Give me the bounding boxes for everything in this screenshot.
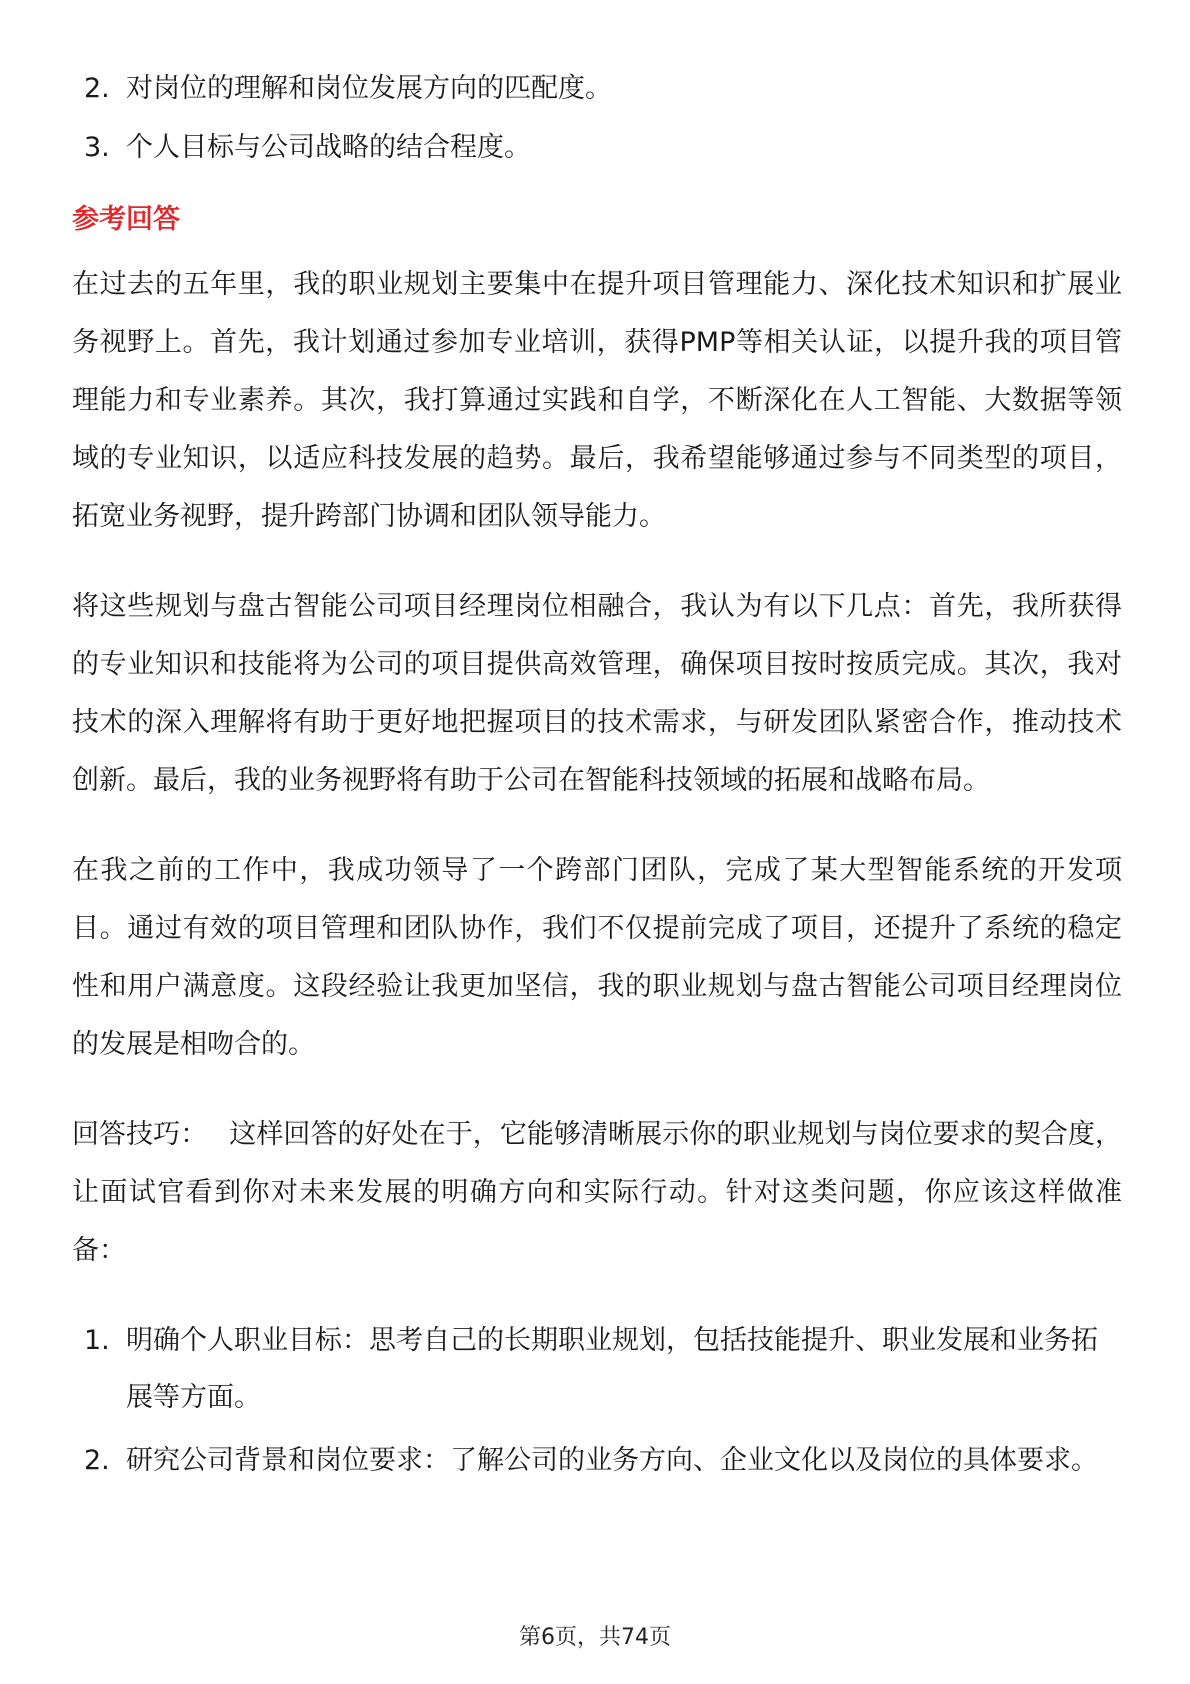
- list-number: 2.: [84, 73, 110, 104]
- preparation-steps-list: [72, 1312, 1122, 1489]
- answer-tips: [72, 1106, 1122, 1280]
- section-title-reference-answer: 参考回答: [72, 204, 180, 235]
- paragraph: 在过去的五年里，我的职业规划主要集中在提升项目管理能力、深化技术知识和扩展业务视野上。首先，我计划通过参加专业培训，获得PMP等相关认证，以提升我的项目管理能力和专业素养。其次，我打算通过实践和自学，不断深化在人工智能、大数据等领域的专业知识，以适应科技发展的趋势。最后，我希望能够通过参与不同类型的项目，拓宽业务视野，提升跨部门协调和团队领导能力。: [72, 269, 1122, 532]
- list-text: 研究公司背景和岗位要求：了解公司的业务方向、企业文化以及岗位的具体要求。: [126, 1445, 1098, 1476]
- list-text: 对岗位的理解和岗位发展方向的匹配度。: [126, 73, 612, 104]
- list-item: [72, 1432, 1122, 1489]
- list-number: 2.: [84, 1445, 110, 1476]
- list-number: 3.: [84, 132, 110, 163]
- paragraph: 将这些规划与盘古智能公司项目经理岗位相融合，我认为有以下几点：首先，我所获得的专业知识和技能将为公司的项目提供高效管理，确保项目按时按质完成。其次，我对技术的深入理解将有助于更好地把握项目的技术需求，与研发团队紧密合作，推动技术创新。最后，我的业务视野将有助于公司在智能科技领域的拓展和战略布局。: [72, 591, 1122, 796]
- paragraph: 在我之前的工作中，我成功领导了一个跨部门团队，完成了某大型智能系统的开发项目。通过有效的项目管理和团队协作，我们不仅提前完成了项目，还提升了系统的稳定性和用户满意度。这段经验让我更加坚信，我的职业规划与盘古智能公司项目经理岗位的发展是相吻合的。: [72, 855, 1122, 1060]
- list-item: [72, 1312, 1122, 1426]
- evaluation-points-list: [72, 60, 1122, 176]
- list-text: 个人目标与公司战略的结合程度。: [126, 132, 531, 163]
- tips-label: 回答技巧：: [72, 1119, 208, 1150]
- page-content: [72, 60, 1122, 1495]
- list-number: 1.: [84, 1325, 110, 1356]
- list-text: 明确个人职业目标：思考自己的长期职业规划，包括技能提升、职业发展和业务拓展等方面。: [126, 1325, 1098, 1413]
- list-item: [72, 60, 1122, 117]
- page-footer: 第6页，共74页: [519, 1625, 671, 1650]
- list-item: [72, 119, 1122, 176]
- tips-text: 这样回答的好处在于，它能够清晰展示你的职业规划与岗位要求的契合度，让面试官看到你对未来发展的明确方向和实际行动。针对这类问题，你应该这样做准备：: [72, 1119, 1123, 1266]
